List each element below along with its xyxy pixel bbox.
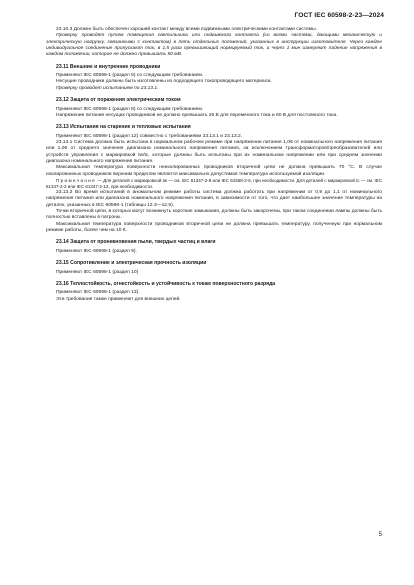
- note-label: Примечание: [56, 178, 97, 184]
- paragraph: Применяют IEC 60598-1 (раздел 13).: [56, 290, 140, 296]
- section-heading: 23.11 Внешние и внутренние проводники: [56, 63, 161, 70]
- paragraph: Применяют IEC 60598-1 (раздел 8) со следующим требованием.: [56, 106, 204, 112]
- paragraph: Применяют IEC 60598-1 (раздел 9).: [56, 248, 137, 254]
- paragraph: 23.13.1 Система должна быть испытана в нормальном рабочем режиме при напряжении питания 1,06 от номинального напряжения питания или 1,06 от среднего значения диапазона номинального напряжения питания, за исключением трансформаторов/преобразователей или устройств управления с маркировкой tw/tc, которые должны быть испытаны при их номинальном напряжении или при среднем значении диапазона номинального напряжения питания.: [46, 140, 382, 165]
- paragraph: Применяют IEC 60598-1 (раздел 5) со следующим требованием.: [56, 73, 204, 79]
- paragraph: Максимальная температура поверхности неизолированных проводников вторичной цепи не должна превышать 70 °C. В случае изолированных проводников верхним пределом является максимально допустимая температура используемой изоляции.: [46, 165, 382, 177]
- section-heading: 23.14 Защита от проникновения пыли, твердых частиц и влаги: [56, 239, 216, 246]
- paragraph: Применяют IEC 60598-1 (раздел 12) совместно с требованиями 23.13.1 и 23.13.2.: [56, 133, 243, 139]
- page-number: 5: [378, 532, 382, 538]
- section-heading: 23.13 Испытания на старение и тепловые испытания: [56, 124, 191, 131]
- note-text: — Для деталей с маркировкой tw — см. IEC 61347-2-8 или IEC 61558-2-6, при необходимости. Для деталей с маркировкой tc — см. IEC 61347-2-2 или IEC 61347-2-13, при необходимости.: [46, 178, 382, 190]
- paragraph: Применяют IEC 60598-1 (раздел 10): [56, 269, 139, 275]
- document-body: [46, 27, 382, 303]
- paragraph: 23.13.2 Во время испытаний в аномальном режиме работы система должна работать при напряжении от 0,9 до 1,1 от номинального напряжения питания или диапазона номинального напряжения питания, в зависимости от того, что дает наибольшее значение температуры на деталях, указанных в IEC 60598-1 (таблицы 12.3—12.5).: [46, 190, 382, 208]
- paragraph: Эти требования также применяют для внешних цепей.: [56, 296, 181, 302]
- paragraph: Проверку проводят путем помещения светильника или подвижного контакта (со всеми частями, дающими механическую и электрическую нагрузку, связанными с контактом) в пять отдельных положений, указанных в инструкции изготовителя. Через каждое индивидуальное соединение пропускают ток, в 1,5 раза превышающий нормируемый ток, и через 1 мин измеряют падение напряжения в каждом положении, которое не должно превышать 50 мВ.: [46, 33, 382, 58]
- paragraph: Напряжение питания несущих проводников не должно превышать 25 В для переменного тока и 60 В для постоянного тока.: [56, 112, 338, 118]
- paragraph: Точки вторичной цепи, в которых могут возникнуть короткие замыкания, должны быть закорочены, при таком соединении лампы должны быть полностью вставлены в патроны.: [46, 209, 382, 221]
- paragraph: Проверку проводят испытанием по 23.13.1.: [56, 85, 159, 91]
- note-paragraph: [46, 178, 382, 190]
- section-heading: 23.12 Защита от поражения электрическим током: [56, 97, 181, 104]
- paragraph: Максимальная температура поверхности проводников вторичной цепи не должна превышать температуру, полученную при нормальном режиме работы, более чем на 10 К.: [46, 221, 382, 234]
- section-heading: 23.16 Теплостойкость, огнестойкость и устойчивость к токам поверхностного разряда: [56, 280, 276, 287]
- paragraph: Несущие проводники должны быть изготовлены из подходящего токопроводящего материала.: [56, 79, 272, 85]
- paragraph: 23.10.3 Должен быть обеспечен хороший контакт между всеми подвижными электрическими контактами системы.: [56, 27, 318, 32]
- page-header: ГОСТ IEC 60598-2-23—2024: [294, 12, 384, 19]
- section-heading: 23.15 Сопротивление и электрическая прочность изоляции: [56, 260, 207, 267]
